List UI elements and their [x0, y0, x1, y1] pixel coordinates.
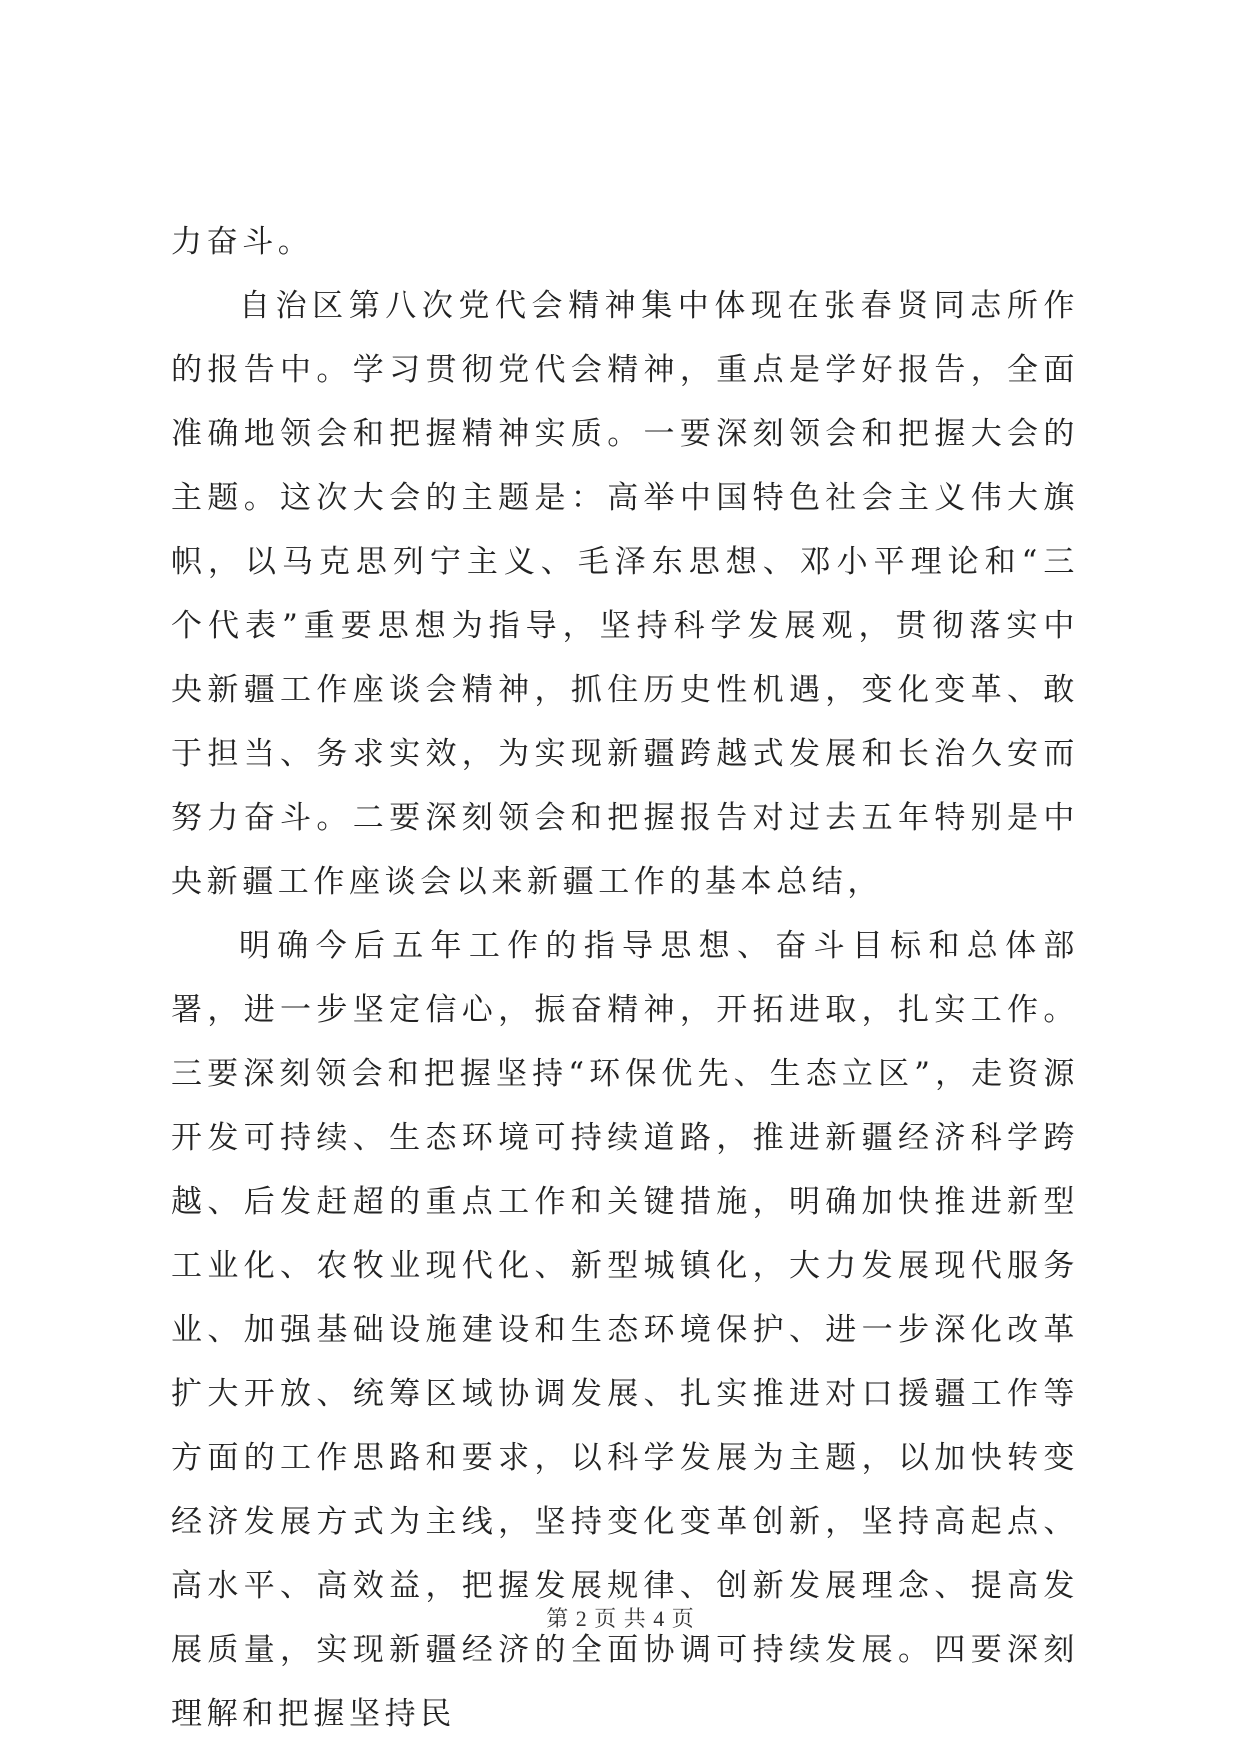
paragraph-five-year-plan: 明确今后五年工作的指导思想、奋斗目标和总体部署，进一步坚定信心，振奋精神，开拓进取，扎实工作。三要深刻领会和把握坚持“环保优先、生态立区”，走资源开发可持续、生态环境可持续道路，推进新疆经济科学跨越、后发赶超的重点工作和关键措施，明确加快推进新型工业化、农牧业现代化、新型城镇化，大力发展现代服务业、加强基础设施建设和生态环境保护、进一步深化改革扩大开放、统筹区域协调发展、扎实推进对口援疆工作等方面的工作思路和要求，以科学发展为主题，以加快转变经济发展方式为主线，坚持变化变革创新，坚持高起点、高水平、高效益，把握发展规律、创新发展理念、提高发展质量，实现新疆经济的全面协调可持续发展。四要深刻理解和把握坚持民: [171, 928, 1079, 1732]
page-number-footer: 第 2 页 共 4 页: [546, 1606, 695, 1631]
document-body: [171, 0, 1079, 1746]
paragraph-party-congress-spirit: 自治区第八次党代会精神集中体现在张春贤同志所作的报告中。学习贯彻党代会精神，重点是学好报告，全面准确地领会和把握精神实质。一要深刻领会和把握大会的主题。这次大会的主题是：高举中国特色社会主义伟大旗帜，以马克思列宁主义、毛泽东思想、邓小平理论和“三个代表”重要思想为指导，坚持科学发展观，贯彻落实中央新疆工作座谈会精神，抓住历史性机遇，变化变革、敢于担当、务求实效，为实现新疆跨越式发展和长治久安而努力奋斗。二要深刻领会和把握报告对过去五年特别是中央新疆工作座谈会以来新疆工作的基本总结，: [171, 288, 1079, 900]
paragraph-continuation: 力奋斗。: [171, 224, 314, 260]
